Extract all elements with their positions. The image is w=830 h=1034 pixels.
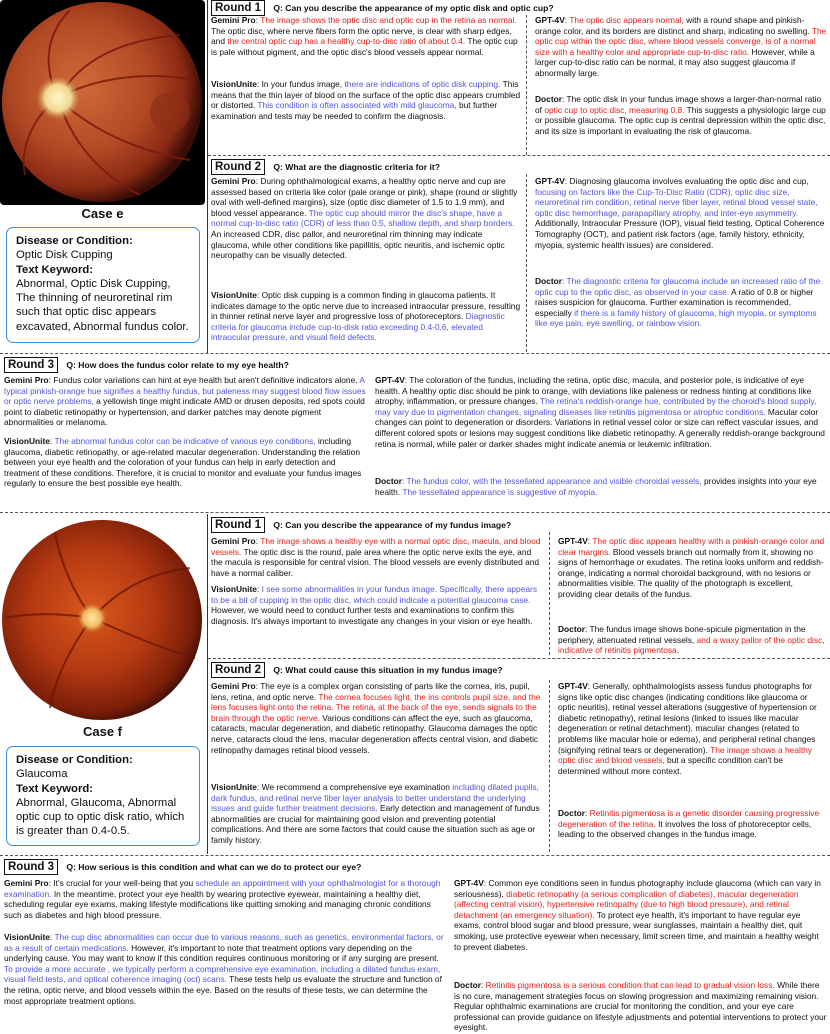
text-segment: : The fundus image shows bone-spicule pigmentation in the periphery, attenuated retinal vessels, bbox=[558, 624, 806, 645]
text-segment: : bbox=[256, 584, 262, 594]
case-f-r2-visionunite bbox=[211, 782, 543, 846]
text-segment: Various conditions can affect the eye, such as glaucoma, cataracts, macular degeneration, and diabetic retinopathy. Glaucoma damages the optic nerve, cataracts cloud the lens, macular degeneration affects central vision, and diabetic retinopathy damages retinal blood vessels. bbox=[211, 712, 539, 755]
text-segment: with a round shape and pinkish-orange color, and its borders are distinct and sharp, indicating no swelling. bbox=[535, 15, 812, 36]
text-segment: It involves the loss of photoreceptor cells, leading to the observed changes in the fundus image. bbox=[558, 818, 812, 840]
speaker-label: VisionUnite bbox=[4, 436, 50, 446]
text-segment: This suggests a physiologic large cup or possible glaucoma. The optic cup is central depression within the optic disc, and its size is important in evaluating the risk of glaucoma. bbox=[535, 104, 826, 136]
highlight-red: Retinitis pigmentosa is a serious condition that can lead to gradual vision loss. bbox=[485, 980, 775, 990]
case-f-r2-column-divider bbox=[549, 680, 550, 852]
text-segment: : We recommend a comprehensive eye examination bbox=[256, 782, 453, 792]
fundus-image-case-f bbox=[0, 518, 205, 723]
text-segment: However, we would need to conduct further tests and examinations to confirm this diagnosis. It's always important to investigate any changes in your vision or eye health. bbox=[211, 605, 533, 626]
disease-label: Disease or Condition: bbox=[16, 754, 133, 766]
text-segment: : bbox=[255, 536, 261, 546]
speaker-label: Gemini Pro bbox=[211, 176, 256, 186]
text-segment: The optic disc, where nerve fibers form the optic nerve, is clear with sharp edges, and bbox=[211, 25, 512, 47]
case-f-r3-gemini bbox=[4, 878, 444, 920]
text-segment: : It's crucial for your well-being that you bbox=[48, 878, 196, 888]
case-e-r3-gemini bbox=[4, 375, 366, 428]
case-e-r2-column-divider bbox=[526, 174, 527, 352]
question: Q: How serious is this condition and what can we do to protect our eye? bbox=[66, 862, 362, 872]
text-segment: : Diagnosing glaucoma involves evaluating the optic disc and cup, bbox=[564, 176, 809, 186]
case-e-r1-doctor bbox=[535, 94, 827, 136]
case-e-r3-doctor bbox=[375, 476, 825, 497]
highlight-blue: The fundus color, with the tessellated appearance and visible choroidal vessels, bbox=[406, 476, 702, 486]
case-e-r1-visionunite bbox=[211, 79, 521, 121]
speaker-label: VisionUnite bbox=[211, 584, 257, 594]
case-e-info-box bbox=[6, 227, 200, 343]
text-segment: : bbox=[402, 476, 407, 486]
text-segment: To protect eye health, it's important to have regular eye exams, control blood sugar and blood pressure, wear sunglasses, maintain a healthy diet, quit smoking, use protective eyewear when necessary, limit screen time, and maintain a healthy weight to prevent diabetes. bbox=[454, 909, 819, 952]
highlight-red: The image shows the optic disc and optic cup in the retina as normal. bbox=[260, 15, 517, 25]
highlight-red: The cornea focuses light, the iris controls pupil size, and the lens focuses light onto the retina. The retina, at the back of the eye, sends signals to the brain through the optic nerve. bbox=[211, 691, 541, 723]
text-segment: : bbox=[481, 980, 486, 990]
highlight-blue: there are indications of optic disk cupping. bbox=[344, 79, 501, 89]
case-e-r3-visionunite bbox=[4, 436, 366, 489]
text-segment: : bbox=[49, 436, 55, 446]
case-f-r1-gpt bbox=[558, 536, 827, 600]
text-segment: including glaucoma, diabetic retinopathy, or age-related macular degeneration. Understanding the relation between your eye health and the coloration of your fundus can help in early detection and treatment of these conditions. Therefore, it is crucial to monitor and evaluate your fundus images regularly to ensure the best possible eye health. bbox=[4, 436, 362, 489]
case-f-divider bbox=[207, 514, 208, 854]
keyword-value: Abnormal, Optic Disk Cupping, The thinning of neuroretinal rim such that optic disc appears excavated, Abnormal fundus color. bbox=[16, 277, 189, 333]
highlight-red: optic cup to optic disc, measuring 0.8. bbox=[544, 104, 685, 115]
text-segment: This means that the thin layer of blood on the surface of the optic disc appears crumbled or distorted. bbox=[211, 79, 521, 111]
speaker-label: Doctor bbox=[454, 980, 481, 990]
case-f-round2-header bbox=[211, 662, 503, 678]
case-e-r1-gemini bbox=[211, 15, 521, 57]
highlight-blue: if there is a family history of glaucoma, high myopia, or symptoms like eye pain, eye swelling, or rainbow vision. bbox=[535, 307, 817, 329]
round-label: Round 2 bbox=[211, 662, 265, 678]
text-segment: : The eye is a complex organ consisting of parts like the cornea, iris, pupil, lens, retina, and optic nerve. bbox=[211, 681, 530, 702]
highlight-red: The optic disc appears healthy with a pinkish-orange color and clear margins. bbox=[558, 536, 825, 557]
divider bbox=[208, 155, 830, 156]
case-f-r1-doctor bbox=[558, 624, 827, 656]
highlight-blue: including dilated pupils, dark fundus, and retinal nerve fiber layer analysis to better understand the underlying issues and guide further treatment decisions. bbox=[211, 782, 539, 814]
highlight-red: the central optic cup has a healthy cup-to-disc ratio of about 0.4. bbox=[227, 36, 466, 47]
case-e-round2-header bbox=[211, 159, 440, 175]
text-segment: : bbox=[587, 536, 593, 546]
highlight-red: The image shows a healthy optic disc and blood vessels, bbox=[558, 744, 813, 766]
highlight-red: Retinitis pigmentosa is a genetic disorder causing progressive degeneration of the retina. bbox=[558, 808, 820, 829]
highlight-blue: To provide a more accurate , we typically perform a comprehensive eye examination, including a dilated fundus exam, visual field tests, and optical coherence imaging (oct) scans. bbox=[4, 963, 441, 985]
divider bbox=[0, 353, 830, 354]
case-f-round3-header bbox=[4, 859, 361, 875]
case-e-round3-header bbox=[4, 357, 289, 373]
highlight-blue: The abnormal fundus color can be indicative of various eye conditions, bbox=[54, 436, 316, 446]
highlight-red: and a waxy pallor of the optic disc, indicative of retinitis pigmentosa. bbox=[558, 634, 825, 656]
case-f-info-box bbox=[6, 746, 200, 846]
keyword-label: Text Keyword: bbox=[16, 782, 93, 795]
fundus-image-case-e bbox=[0, 0, 205, 205]
divider bbox=[208, 658, 830, 659]
text-segment: Macular color changes can point to degeneration or disorders. Variations in retinal vessel color or size can reflect vascular issues, and different colored spots or lesions may suggest conditions like diabetic retinopathy. A generally reddish-orange background retina is normal, while paler or darker shades might indicate anemia or leukemic infiltration. bbox=[375, 406, 825, 449]
highlight-red: The image shows a healthy eye with a normal optic disc, macula, and blood vessels. bbox=[211, 536, 541, 557]
highlight-red: diabetic retinopathy (a serious complication of diabetes), macular degeneration (affecting central vision), hypertensive retinopathy (due to high blood pressure), and retinal detachment (an emergency situation). bbox=[454, 888, 799, 920]
highlight-blue: Diagnostic criteria for glaucoma include cup-to-disk ratio exceeding 0.4-0.6, elevated intraocular pressure, and visual field defects. bbox=[211, 311, 505, 343]
text-segment: : bbox=[49, 932, 55, 942]
highlight-blue: schedule an appointment with your ophthalmologist for a thorough examination. bbox=[4, 878, 441, 899]
question: Q: How does the fundus color relate to my eye health? bbox=[66, 360, 289, 370]
speaker-label: GPT-4V bbox=[454, 878, 484, 888]
speaker-label: Doctor bbox=[535, 276, 562, 286]
highlight-blue: The retina's reddish-orange hue, contributed by the choroid's blood supply, may vary due to pigmentation changes, signaling diseases like retinitis pigmentosa or atrophic conditions. bbox=[375, 396, 817, 417]
text-segment: but a specific condition can't be determined without more context. bbox=[558, 755, 784, 776]
text-segment: However, while a larger cup-to-disc ratio can be normal, it may also suggest glaucoma if abnormally large. bbox=[535, 46, 815, 78]
round-label: Round 3 bbox=[4, 859, 58, 875]
disease-value: Glaucoma bbox=[16, 768, 68, 781]
highlight-red: The optic disc appears normal, bbox=[569, 15, 684, 25]
text-segment: : The coloration of the fundus, including the retina, optic disc, macula, and posterior pole, is indicative of eye health. A healthy optic disc should be pink to orange, with deviations like paleness or redness hinting at conditions like atrophy, inflammation, or pressure changes. bbox=[375, 375, 812, 407]
text-segment: In the meantime, protect your eye health by wearing protective eyewear, maintaining a healthy diet, scheduling regular eye exams, making lifestyle modifications like quitting smoking and managing chronic conditions such as diabetes and high blood pressure. bbox=[4, 888, 431, 920]
speaker-label: Gemini Pro bbox=[4, 878, 49, 888]
text-segment: but further examination and tests may be needed to confirm the diagnosis. bbox=[211, 100, 498, 121]
speaker-label: Gemini Pro bbox=[211, 15, 256, 25]
text-segment: Blood vessels branch out normally from it, showing no signs of hemorrhage or exudates. The retina looks uniform and reddish-orange, indicating a normal choroidal background, with no lesions or abnormalities visible. The quality of the photograph is excellent, providing clear details of the fundus. bbox=[558, 546, 824, 599]
text-segment: The optic cup is pale without pigment, and the optic disc's blood vessels appear normal. bbox=[211, 36, 518, 57]
text-segment: : Common eye conditions seen in fundus photography include glaucoma (which can vary in seriousness), bbox=[454, 878, 821, 899]
case-f-r3-doctor bbox=[454, 980, 827, 1033]
case-e-round1-header bbox=[211, 0, 554, 16]
case-e-r1-column-divider bbox=[526, 15, 527, 155]
case-f-r3-gpt bbox=[454, 878, 827, 952]
round-label: Round 3 bbox=[4, 357, 58, 373]
speaker-label: VisionUnite bbox=[211, 782, 257, 792]
case-f-title: Case f bbox=[82, 724, 123, 739]
case-f-r2-gpt bbox=[558, 681, 827, 776]
highlight-blue: The cup disc abnormalities can occur due to various reasons, such as genetics, environmental factors, or as a result of certain medications. bbox=[4, 932, 444, 953]
text-segment: a yellowish tinge might indicate AMD or drusen deposits, red spots could point to diabetic retinopathy or hypertension, and darker patches may denote pigment abnormalities or melanoma. bbox=[4, 396, 365, 428]
text-segment: : In your fundus image, bbox=[256, 79, 345, 89]
text-segment: These tests help us evaluate the structure and function of the retina, optic nerve, and blood vessels within the eye. Based on the results of these tests, we can determine the most appropriate treatment options. bbox=[4, 974, 442, 1006]
case-f-r1-visionunite bbox=[211, 584, 543, 626]
case-f-r1-gemini bbox=[211, 536, 543, 578]
speaker-label: Gemini Pro bbox=[4, 375, 49, 385]
divider bbox=[0, 512, 830, 513]
speaker-label: Doctor bbox=[535, 94, 562, 104]
case-f-r2-gemini bbox=[211, 681, 543, 755]
highlight-blue: The tessellated appearance is suggestive of myopia. bbox=[402, 486, 598, 497]
text-segment: provides insights into your eye health. bbox=[375, 476, 817, 497]
speaker-label: VisionUnite bbox=[4, 932, 50, 942]
speaker-label: VisionUnite bbox=[211, 290, 257, 300]
speaker-label: GPT-4V bbox=[558, 536, 588, 546]
speaker-label: GPT-4V bbox=[558, 681, 588, 691]
question: Q: Can you describe the appearance of my fundus image? bbox=[273, 520, 512, 530]
text-segment: : During ophthalmological exams, a healthy optic nerve and cup are assessed based on criteria like color (pale orange or pink), shape (round or slightly oval with well-defined margins), size (optic disc diameter of 1.5 to 1.9 mm), and blood vessel appearance. bbox=[211, 176, 518, 218]
text-segment: An increased CDR, disc pallor, and neuroretinal rim thinning may indicate glaucoma, while other conditions like papillitis, optic neuritis, and ischemic optic neuropathy can be visually detected. bbox=[211, 228, 505, 261]
text-segment: A ratio of 0.8 or higher raises suspicion for glaucoma. Further examination is recommended, especially bbox=[535, 286, 814, 318]
case-e-r2-visionunite bbox=[211, 290, 521, 343]
case-f-r1-column-divider bbox=[549, 532, 550, 655]
case-f-round1-header bbox=[211, 517, 511, 533]
case-e-r2-gemini bbox=[211, 176, 521, 261]
speaker-label: Gemini Pro bbox=[211, 681, 256, 691]
question: Q: What are the diagnostic criteria for it? bbox=[273, 162, 440, 172]
case-e-r2-doctor bbox=[535, 276, 827, 329]
keyword-value: Abnormal, Glaucoma, Abnormal optic cup to optic disk ratio, which is greater than 0.4-0.5. bbox=[16, 796, 185, 838]
speaker-label: GPT-4V bbox=[375, 375, 405, 385]
disease-label: Disease or Condition: bbox=[16, 235, 133, 247]
highlight-blue: focusing on factors like the Cup-To-Disc Ratio (CDR), optic disc size, neuroretinal rim condition, retinal nerve fiber layer, retinal blood vessel state, optic disc hemorrhage, parapapillary atrophy, and inter-eye asymmetry. bbox=[535, 186, 818, 218]
divider bbox=[0, 855, 830, 856]
highlight-red: The optic cup within the optic disc, where blood vessels converge, is of a normal size with a healthy color and appropriate cup-to-disc ratio. bbox=[535, 25, 827, 57]
question: Q: Can you describe the appearance of my optic disk and optic cup? bbox=[273, 3, 554, 13]
speaker-label: Doctor bbox=[558, 624, 585, 634]
round-label: Round 1 bbox=[211, 0, 265, 16]
speaker-label: Doctor bbox=[375, 476, 402, 486]
case-e-divider bbox=[207, 0, 208, 353]
text-segment: : The optic disk in your fundus image shows a larger-than-normal ratio of bbox=[535, 94, 822, 115]
case-e-r2-gpt bbox=[535, 176, 827, 250]
text-segment: : bbox=[585, 808, 590, 818]
text-segment: : Generally, ophthalmologists assess fundus photographs for signs like optic disc changes (indicating conditions like glaucoma or optic neuritis), retinal vessel alterations (suggestive of hypertension or diabetic retinopathy), retinal lesions (linked to issues like macular degeneration or retinal detachment), macular changes (related to problems like macular hole or edema), and peripheral retinal changes (signifying retinal tears or degeneration). bbox=[558, 681, 817, 755]
round-label: Round 2 bbox=[211, 159, 265, 175]
keyword-label: Text Keyword: bbox=[16, 263, 93, 276]
text-segment: : Fundus color variations can hint at eye health but aren't definitive indicators alone. bbox=[48, 375, 360, 385]
case-e-r1-gpt bbox=[535, 15, 827, 79]
highlight-blue: This condition is often associated with mild glaucoma, bbox=[257, 100, 457, 111]
text-segment: Early detection and management of fundus abnormalities are crucial for maintaining good vision and preventing potential complications. And there are some factors that could cause the situation such as age or family history. bbox=[211, 803, 540, 845]
highlight-blue: The diagnostic criteria for glaucoma include an increased ratio of the optic cup to the optic disc, as observed in your case. bbox=[535, 276, 821, 297]
case-e-title: Case e bbox=[81, 206, 124, 221]
disease-value: Optic Disk Cupping bbox=[16, 249, 113, 262]
speaker-label: GPT-4V bbox=[535, 15, 565, 25]
text-segment: : Optic disk cupping is a common finding in glaucoma patients. It indicates damage to the optic nerve due to increased intraocular pressure, resulting in thinner retinal nerve layer and progressive loss of photoreceptors. bbox=[211, 290, 521, 322]
highlight-blue: A typical pinkish-orange hue signifies a healthy fundus, but paleness may suggest blood flow issues or optic nerve problems, bbox=[4, 375, 366, 407]
round-label: Round 1 bbox=[211, 517, 265, 533]
text-segment: : bbox=[255, 15, 261, 25]
text-segment: : bbox=[562, 276, 567, 286]
highlight-blue: The optic cup should mirror the disc's shape, have a normal cup-to-disc ratio (CDR) of less than 0.5, shallow depth, and sharp borders. bbox=[211, 207, 515, 229]
highlight-blue: I see some abnormalities in your fundus image. Specifically, there appears to be a bit of cupping in the optic disc, which could indicate a potential glaucoma case. bbox=[211, 584, 538, 605]
case-e-r3-gpt bbox=[375, 375, 825, 449]
speaker-label: Doctor bbox=[558, 808, 585, 818]
speaker-label: Gemini Pro bbox=[211, 536, 256, 546]
text-segment: While there is no cure, management strategies focus on slowing progression and maximizing remaining vision. Regular ophthalmic examinations are crucial for monitoring the condition, and your eye care professional can provide guidance on lifestyle adjustments and potential interventions to protect your eyesight. bbox=[454, 980, 827, 1033]
speaker-label: GPT-4V bbox=[535, 176, 565, 186]
speaker-label: VisionUnite bbox=[211, 79, 257, 89]
case-f-r2-doctor bbox=[558, 808, 827, 840]
question: Q: What could cause this situation in my fundus image? bbox=[273, 665, 503, 675]
text-segment: However, it's important to note that treatment options vary depending on the underlying cause. You may want to know if this condition requires continuous monitoring or if any surging are present. bbox=[4, 942, 439, 964]
text-segment: The optic disc is the round, pale area where the optic nerve exits the eye, and the macula is responsible for central vision. The blood vessels are evenly distributed and have a normal caliber. bbox=[211, 546, 540, 578]
case-f-r3-visionunite bbox=[4, 932, 444, 1006]
text-segment: Additionally, Intraocular Pressure (IOP), visual field testing, Optical Coherence Tomography (OCT), and patient risk factors (age, family history, ethnicity, myopia, systemic health issues) are considered. bbox=[535, 218, 825, 250]
text-segment: : bbox=[564, 15, 570, 25]
